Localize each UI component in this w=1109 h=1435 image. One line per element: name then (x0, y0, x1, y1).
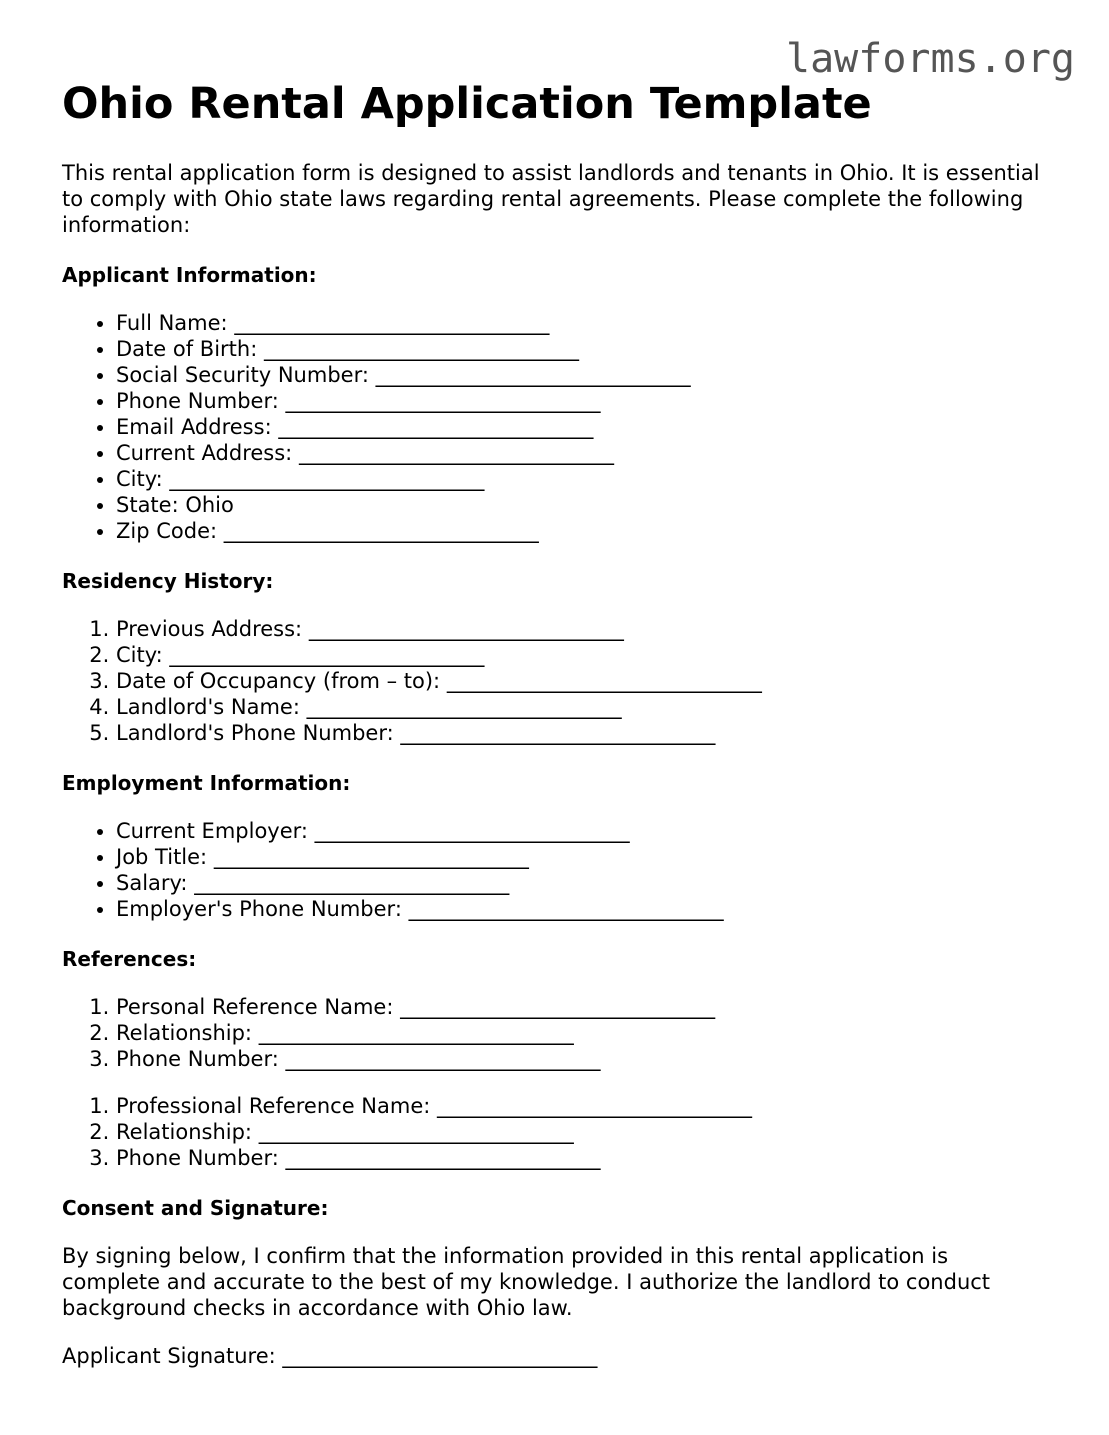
field-label: Date of Birth: (116, 337, 258, 361)
fill-blank[interactable]: ______________________________ (194, 871, 510, 895)
fill-blank[interactable]: ______________________________ (285, 1146, 601, 1170)
intro-paragraph: This rental application form is designed to assist landlords and tenants in Ohio. It is essential to comply with Ohio state laws regarding rental agreements. Please complete the following information: (62, 161, 1040, 237)
fill-blank[interactable]: ______________________________ (278, 415, 594, 439)
fill-blank[interactable]: ______________________________ (408, 897, 724, 921)
field-label: Phone Number: (116, 1146, 279, 1170)
field-label: Relationship: (116, 1120, 252, 1144)
applicant-heading: Applicant Information: (62, 263, 317, 287)
fill-blank[interactable]: ______________________________ (446, 669, 762, 693)
signature-line (62, 1343, 1052, 1369)
signature-blank[interactable]: ______________________________ (282, 1344, 598, 1368)
fill-blank[interactable]: ______________________________ (400, 721, 716, 745)
field-label: City: (116, 643, 163, 667)
references-heading: References: (62, 947, 197, 971)
page-title: Ohio Rental Application Template (62, 79, 872, 129)
field-label: Zip Code: (116, 519, 218, 543)
watermark: lawforms.org (786, 36, 1075, 82)
list-item (116, 720, 1052, 746)
list-item (116, 896, 1052, 922)
list-item (116, 668, 1052, 694)
list-item (116, 310, 1052, 336)
fill-blank[interactable]: ______________________________ (285, 1047, 601, 1071)
field-label: Current Address: (116, 441, 293, 465)
field-label: Employer's Phone Number: (116, 897, 402, 921)
fill-blank[interactable]: ______________________________ (263, 337, 579, 361)
list-item (116, 694, 1052, 720)
list-item (116, 518, 1052, 544)
applicant-list (62, 310, 1052, 544)
list-item (116, 1145, 1052, 1171)
fill-blank[interactable]: ______________________________ (308, 617, 624, 641)
field-label: Salary: (116, 871, 188, 895)
fill-blank[interactable]: ______________________________ (258, 1120, 574, 1144)
field-label: State: Ohio (116, 493, 234, 517)
fill-blank[interactable]: ______________________________ (314, 819, 630, 843)
list-item (116, 1020, 1052, 1046)
fill-blank[interactable]: ______________________________ (285, 389, 601, 413)
personal-reference-list (62, 994, 1052, 1072)
field-label: Landlord's Name: (116, 695, 300, 719)
field-label: Relationship: (116, 1021, 252, 1045)
fill-blank[interactable]: ______________________________ (213, 845, 529, 869)
list-item (116, 492, 1052, 518)
fill-blank[interactable]: ______________________________ (234, 311, 550, 335)
list-item (116, 1093, 1052, 1119)
list-item (116, 844, 1052, 870)
list-item (116, 870, 1052, 896)
fill-blank[interactable]: ______________________________ (306, 695, 622, 719)
residency-heading: Residency History: (62, 569, 274, 593)
fill-blank[interactable]: ______________________________ (298, 441, 614, 465)
field-label: Previous Address: (116, 617, 303, 641)
employment-heading: Employment Information: (62, 771, 351, 795)
list-item (116, 440, 1052, 466)
list-item (116, 388, 1052, 414)
field-label: Full Name: (116, 311, 228, 335)
list-item (116, 1119, 1052, 1145)
fill-blank[interactable]: ______________________________ (258, 1021, 574, 1045)
fill-blank[interactable]: ______________________________ (375, 363, 691, 387)
field-label: Social Security Number: (116, 363, 369, 387)
fill-blank[interactable]: ______________________________ (400, 995, 716, 1019)
field-label: City: (116, 467, 163, 491)
field-label: Personal Reference Name: (116, 995, 394, 1019)
field-label: Job Title: (116, 845, 208, 869)
field-label: Phone Number: (116, 1047, 279, 1071)
fill-blank[interactable]: ______________________________ (437, 1094, 753, 1118)
field-label: Date of Occupancy (from – to): (116, 669, 441, 693)
list-item (116, 1046, 1052, 1072)
field-label: Phone Number: (116, 389, 279, 413)
consent-paragraph: By signing below, I confirm that the information provided in this rental application is complete and accurate to the best of my knowledge. I authorize the landlord to conduct background checks in accordance with Ohio law. (62, 1244, 991, 1320)
list-item (116, 616, 1052, 642)
list-item (116, 818, 1052, 844)
residency-list (62, 616, 1052, 746)
list-item (116, 414, 1052, 440)
field-label: Professional Reference Name: (116, 1094, 431, 1118)
list-item (116, 466, 1052, 492)
list-item (116, 994, 1052, 1020)
list-item (116, 362, 1052, 388)
fill-blank[interactable]: ______________________________ (169, 643, 485, 667)
field-label: Landlord's Phone Number: (116, 721, 394, 745)
list-item (116, 642, 1052, 668)
fill-blank[interactable]: ______________________________ (223, 519, 539, 543)
signature-label: Applicant Signature: (62, 1344, 276, 1368)
field-label: Email Address: (116, 415, 272, 439)
document-page (62, 78, 1052, 1369)
professional-reference-list (62, 1093, 1052, 1171)
employment-list (62, 818, 1052, 922)
fill-blank[interactable]: ______________________________ (169, 467, 485, 491)
field-label: Current Employer: (116, 819, 308, 843)
list-item (116, 336, 1052, 362)
consent-heading: Consent and Signature: (62, 1196, 329, 1220)
